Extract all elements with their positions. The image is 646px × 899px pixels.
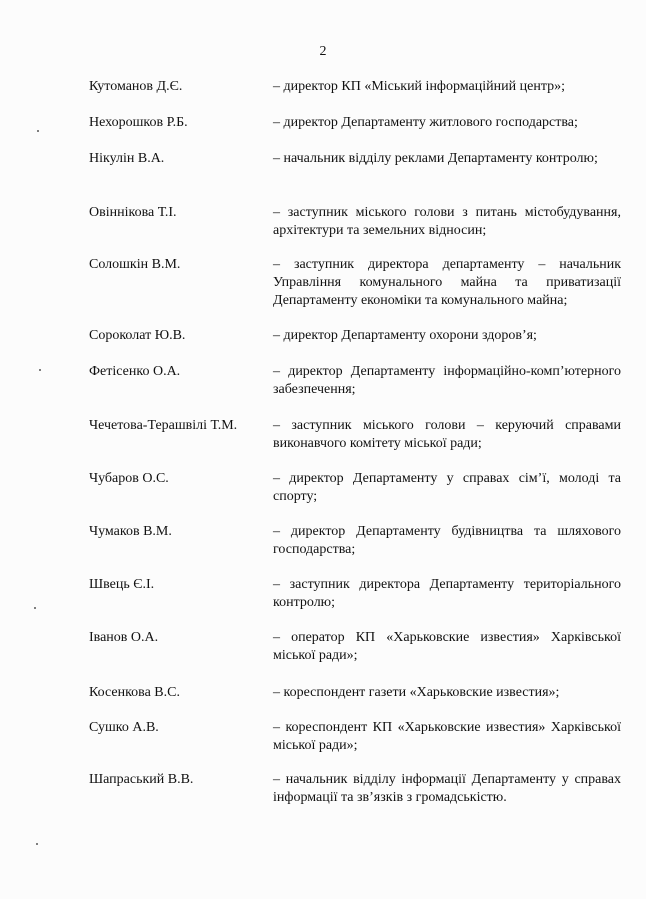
attendee-name: Чечетова-Терашвілі Т.М. bbox=[89, 418, 238, 433]
attendee-role: – заступник директора Департаменту територіального контролю; bbox=[273, 577, 621, 610]
attendee-role: – начальник відділу інформації Департаменту у справах інформації та зв’язків з громадськістю. bbox=[273, 772, 621, 805]
attendee-name: Овіннікова Т.І. bbox=[89, 205, 177, 220]
attendee-role: – начальник відділу реклами Департаменту контролю; bbox=[273, 151, 598, 166]
attendee-name: Нехорошков Р.Б. bbox=[89, 115, 188, 130]
attendee-name: Шапраський В.В. bbox=[89, 772, 194, 787]
attendee-role: – директор КП «Міський інформаційний центр»; bbox=[273, 79, 565, 94]
attendee-name: Чумаков В.М. bbox=[89, 524, 172, 539]
attendee-name: Косенкова В.С. bbox=[89, 685, 180, 700]
scan-speck bbox=[37, 130, 39, 132]
attendee-role: – директор Департаменту будівництва та шляхового господарства; bbox=[273, 524, 621, 557]
attendee-name: Сушко А.В. bbox=[89, 720, 159, 735]
attendee-name: Іванов О.А. bbox=[89, 630, 159, 645]
attendee-role: – заступник міського голови – керуючий справами виконавчого комітету міської ради; bbox=[273, 418, 621, 451]
attendee-name: Чубаров О.С. bbox=[89, 471, 169, 486]
attendee-role: – заступник директора департаменту – начальник Управління комунального майна та приватизації Департаменту економіки та комунального майна; bbox=[273, 257, 621, 308]
attendee-name: Швець Є.І. bbox=[89, 577, 155, 592]
attendee-role: – кореспондент газети «Харьковские известия»; bbox=[273, 685, 560, 700]
attendee-role: – заступник міського голови з питань містобудування, архітектури та земельних відносин; bbox=[273, 205, 621, 238]
attendee-name: Фетісенко О.А. bbox=[89, 364, 181, 379]
attendee-role: – оператор КП «Харьковские известия» Харківської міської ради»; bbox=[273, 630, 621, 663]
page-number: 2 bbox=[319, 44, 327, 59]
attendee-name: Сороколат Ю.В. bbox=[89, 328, 186, 343]
scan-speck bbox=[39, 369, 41, 371]
attendee-role: – директор Департаменту житлового господарства; bbox=[273, 115, 578, 130]
attendee-role: – кореспондент КП «Харьковские известия» Харківської міської ради»; bbox=[273, 720, 621, 753]
scan-speck bbox=[36, 843, 38, 845]
scan-speck bbox=[34, 607, 36, 609]
attendee-role: – директор Департаменту у справах сім’ї, молоді та спорту; bbox=[273, 471, 621, 504]
attendee-name: Солошкін В.М. bbox=[89, 257, 181, 272]
attendee-name: Нікулін В.А. bbox=[89, 151, 165, 166]
attendee-name: Кутоманов Д.Є. bbox=[89, 79, 183, 94]
attendee-role: – директор Департаменту інформаційно-комп’ютерного забезпечення; bbox=[273, 364, 621, 397]
attendee-role: – директор Департаменту охорони здоров’я; bbox=[273, 328, 537, 343]
